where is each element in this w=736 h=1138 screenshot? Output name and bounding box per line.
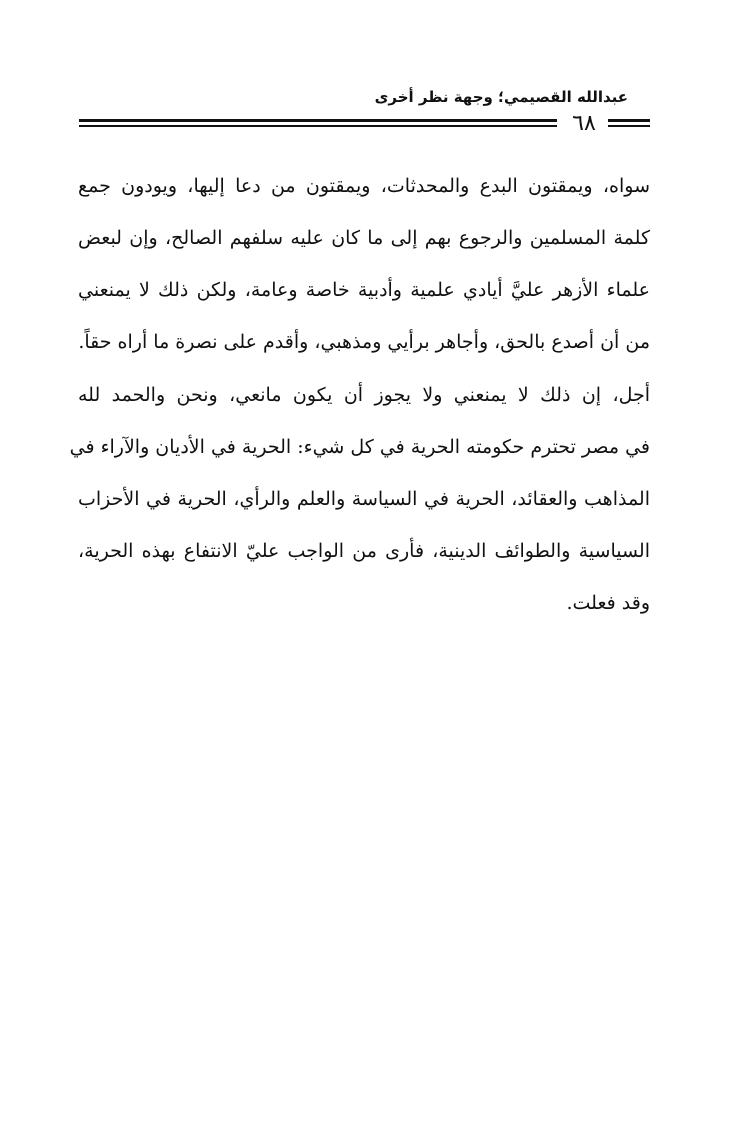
header-rule-thick bbox=[79, 119, 557, 122]
page-number-rule-thin bbox=[608, 125, 650, 127]
text-line: علماء الأزهر عليَّ أيادي علمية وأدبية خاصة وعامة، ولكن ذلك لا يمنعني bbox=[78, 279, 650, 301]
paragraph-1 bbox=[78, 160, 650, 368]
text-line: كلمة المسلمين والرجوع بهم إلى ما كان عليه سلفهم الصالح، وإن لبعض bbox=[78, 227, 650, 249]
page-number: ٦٨ bbox=[572, 111, 596, 136]
text-line: أجل، إن ذلك لا يمنعني ولا يجوز أن يكون مانعي، ونحن والحمد لله bbox=[78, 384, 650, 406]
page-number-rule-thick bbox=[608, 119, 650, 122]
text-line: السياسية والطوائف الدينية، فأرى من الواجب عليّ الانتفاع بهذه الحرية، bbox=[78, 540, 650, 562]
text-line: وقد فعلت. bbox=[566, 592, 650, 614]
text-line: من أن أصدع بالحق، وأجاهر برأيي ومذهبي، وأقدم على نصرة ما أراه حقاً. bbox=[78, 331, 650, 353]
text-line: المذاهب والعقائد، الحرية في السياسة والعلم والرأي، الحرية في الأحزاب bbox=[78, 488, 650, 510]
text-line: سواه، ويمقتون البدع والمحدثات، ويمقتون من دعا إليها، ويودون جمع bbox=[78, 175, 650, 197]
paragraph-2 bbox=[69, 369, 650, 629]
text-line: في مصر تحترم حكومته الحرية في كل شيء: الحرية في الأديان والآراء في bbox=[69, 436, 650, 458]
running-header-title: عبدالله القصيمي؛ وجهة نظر أخرى bbox=[374, 88, 628, 106]
header-rule-thin bbox=[79, 125, 557, 127]
